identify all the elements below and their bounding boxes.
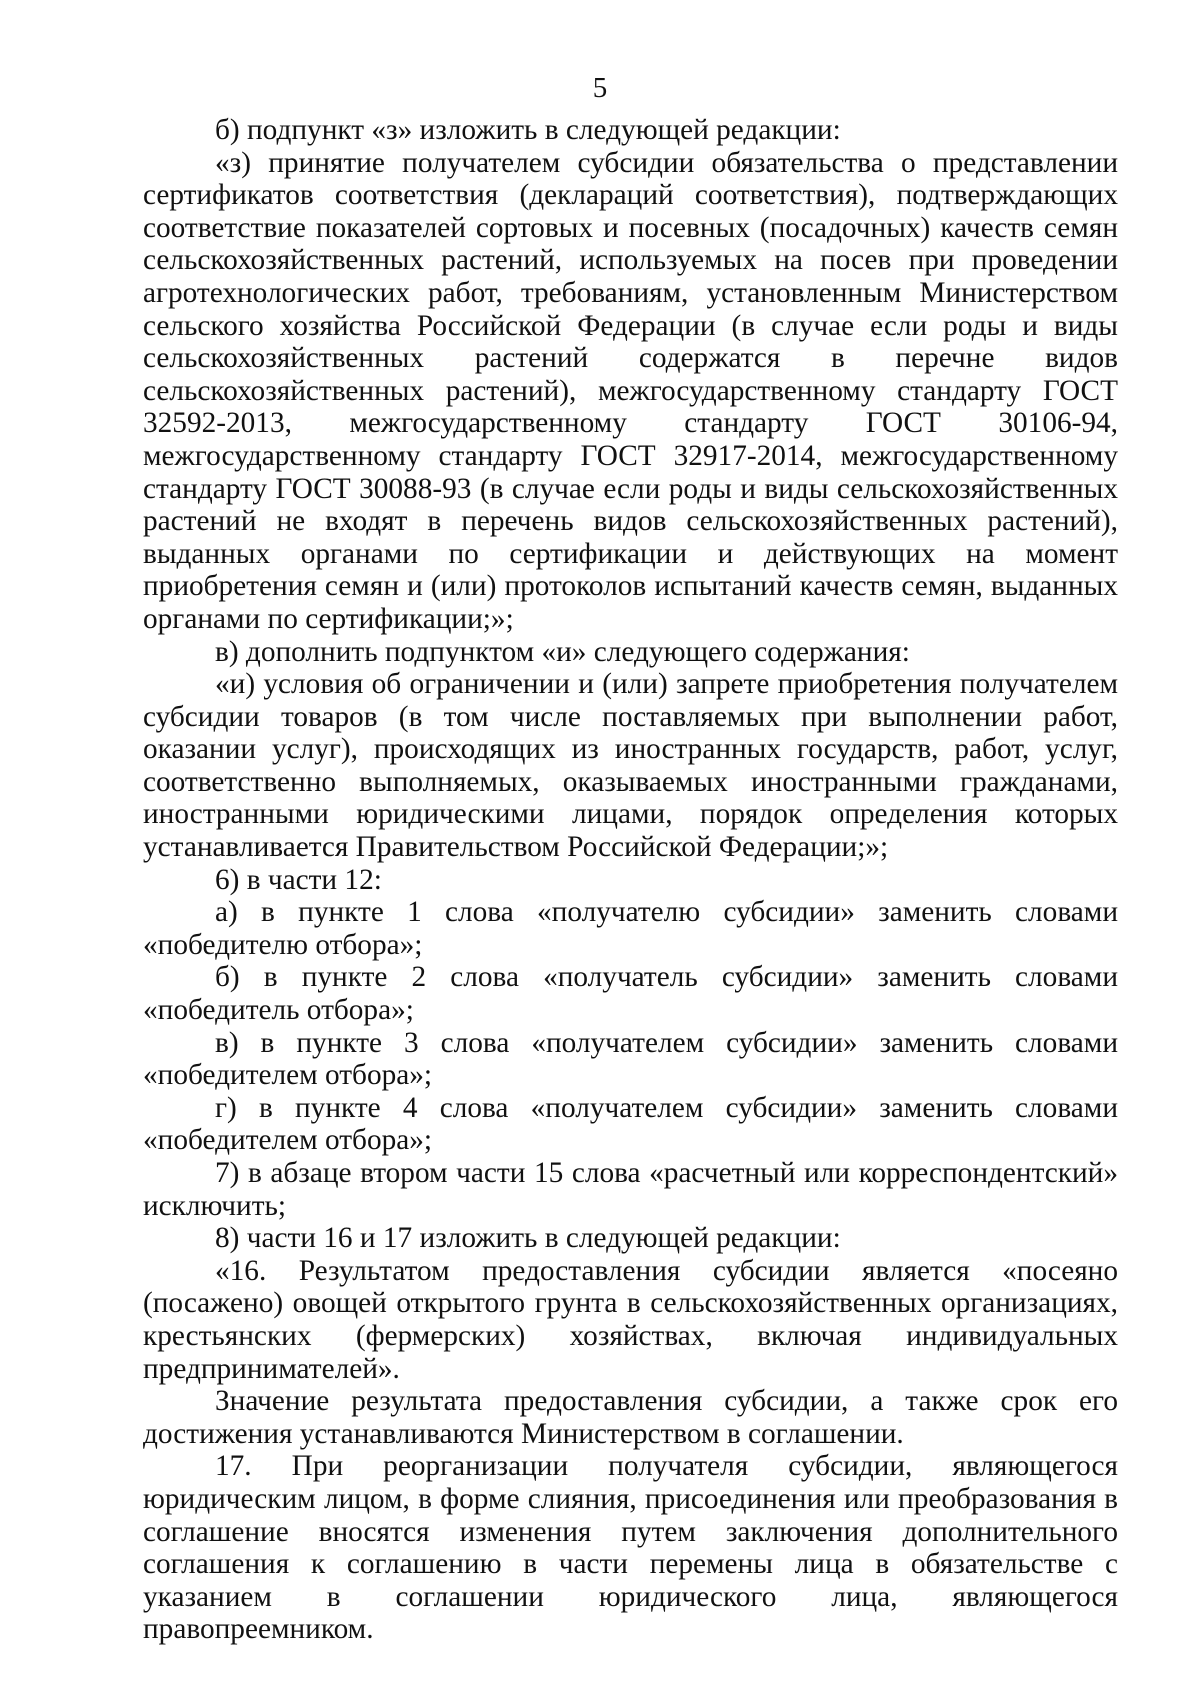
paragraph-item-b-amend: б) подпункт «з» изложить в следующей редакции: — [215, 114, 841, 146]
paragraph-item-v-add: в) дополнить подпунктом «и» следующего содержания: — [215, 635, 910, 668]
page-number: 5 — [592, 72, 608, 104]
paragraph-result-value: Значение результата предоставления субсидии, а также срок его достижения устанавливаются Министерством в соглашении. — [143, 1385, 1118, 1450]
paragraph-part-12-g: г) в пункте 4 слова «получателем субсидии» заменить словами «победителем отбора»; — [143, 1091, 1118, 1157]
paragraph-part-12-v: в) в пункте 3 слова «получателем субсидии» заменить словами «победителем отбора»; — [143, 1026, 1118, 1092]
paragraph-item-i-text: «и) условия об ограничении и (или) запрете приобретения получателем субсидии товаров (в том числе поставляемых при выполнении работ, оказании услуг), происходящих из иностранных государств, работ, услуг, соответственно выполняемых, оказываемых иностранными гражданами, иностранными юридическими лицами, порядок определения которых устанавливается Правительством Российской Федерации;»; — [143, 668, 1118, 864]
paragraph-parts-16-17: 8) части 16 и 17 изложить в следующей редакции: — [215, 1222, 841, 1255]
document-body — [143, 114, 1118, 1646]
paragraph-part-12-a: а) в пункте 1 слова «получателю субсидии» заменить словами «победителю отбора»; — [143, 896, 1118, 961]
paragraph-part-17-text: 17. При реорганизации получателя субсидии, являющегося юридическим лицом, в форме слияния, присоединения или преобразования в соглашение вносятся изменения путем заключения дополнительного соглашения к соглашению в части перемены лица в обязательстве с указанием в соглашении юридического лица, являющегося правопреемником. — [143, 1450, 1118, 1646]
paragraph-part-16-text: «16. Результатом предоставления субсидии является «посеяно (посажено) овощей открытого грунта в сельскохозяйственных организациях, крестьянских (фермерских) хозяйствах, включая индивидуальных предпринимателей». — [143, 1254, 1118, 1385]
paragraph-part-15: 7) в абзаце втором части 15 слова «расчетный или корреспондентский» исключить; — [143, 1157, 1118, 1222]
paragraph-part-12-b: б) в пункте 2 слова «получатель субсидии» заменить словами «победитель отбора»; — [143, 961, 1118, 1027]
paragraph-part-12: 6) в части 12: — [215, 863, 382, 896]
paragraph-item-z-text: «з) принятие получателем субсидии обязательства о представлении сертификатов соответствия (деклараций соответствия), подтверждающих соответствие показателей сортовых и посевных (посадочных) качеств семян сельскохозяйственных растений, используемых на посев при проведении агротехнологических работ, требованиям, установленным Министерством сельского хозяйства Российской Федерации (в случае если роды и виды сельскохозяйственных растений содержатся в перечне видов сельскохозяйственных растений), межгосударственному стандарту ГОСТ 32592-2013, межгосударственному стандарту ГОСТ 30106-94, межгосударственному стандарту ГОСТ 32917-2014, межгосударственному стандарту ГОСТ 30088-93 (в случае если роды и виды сельскохозяйственных растений не входят в перечень видов сельскохозяйственных растений), выданных органами по сертификации и действующих на момент приобретения семян и (или) протоколов испытаний качеств семян, выданных органами по сертификации;»; — [143, 146, 1118, 635]
